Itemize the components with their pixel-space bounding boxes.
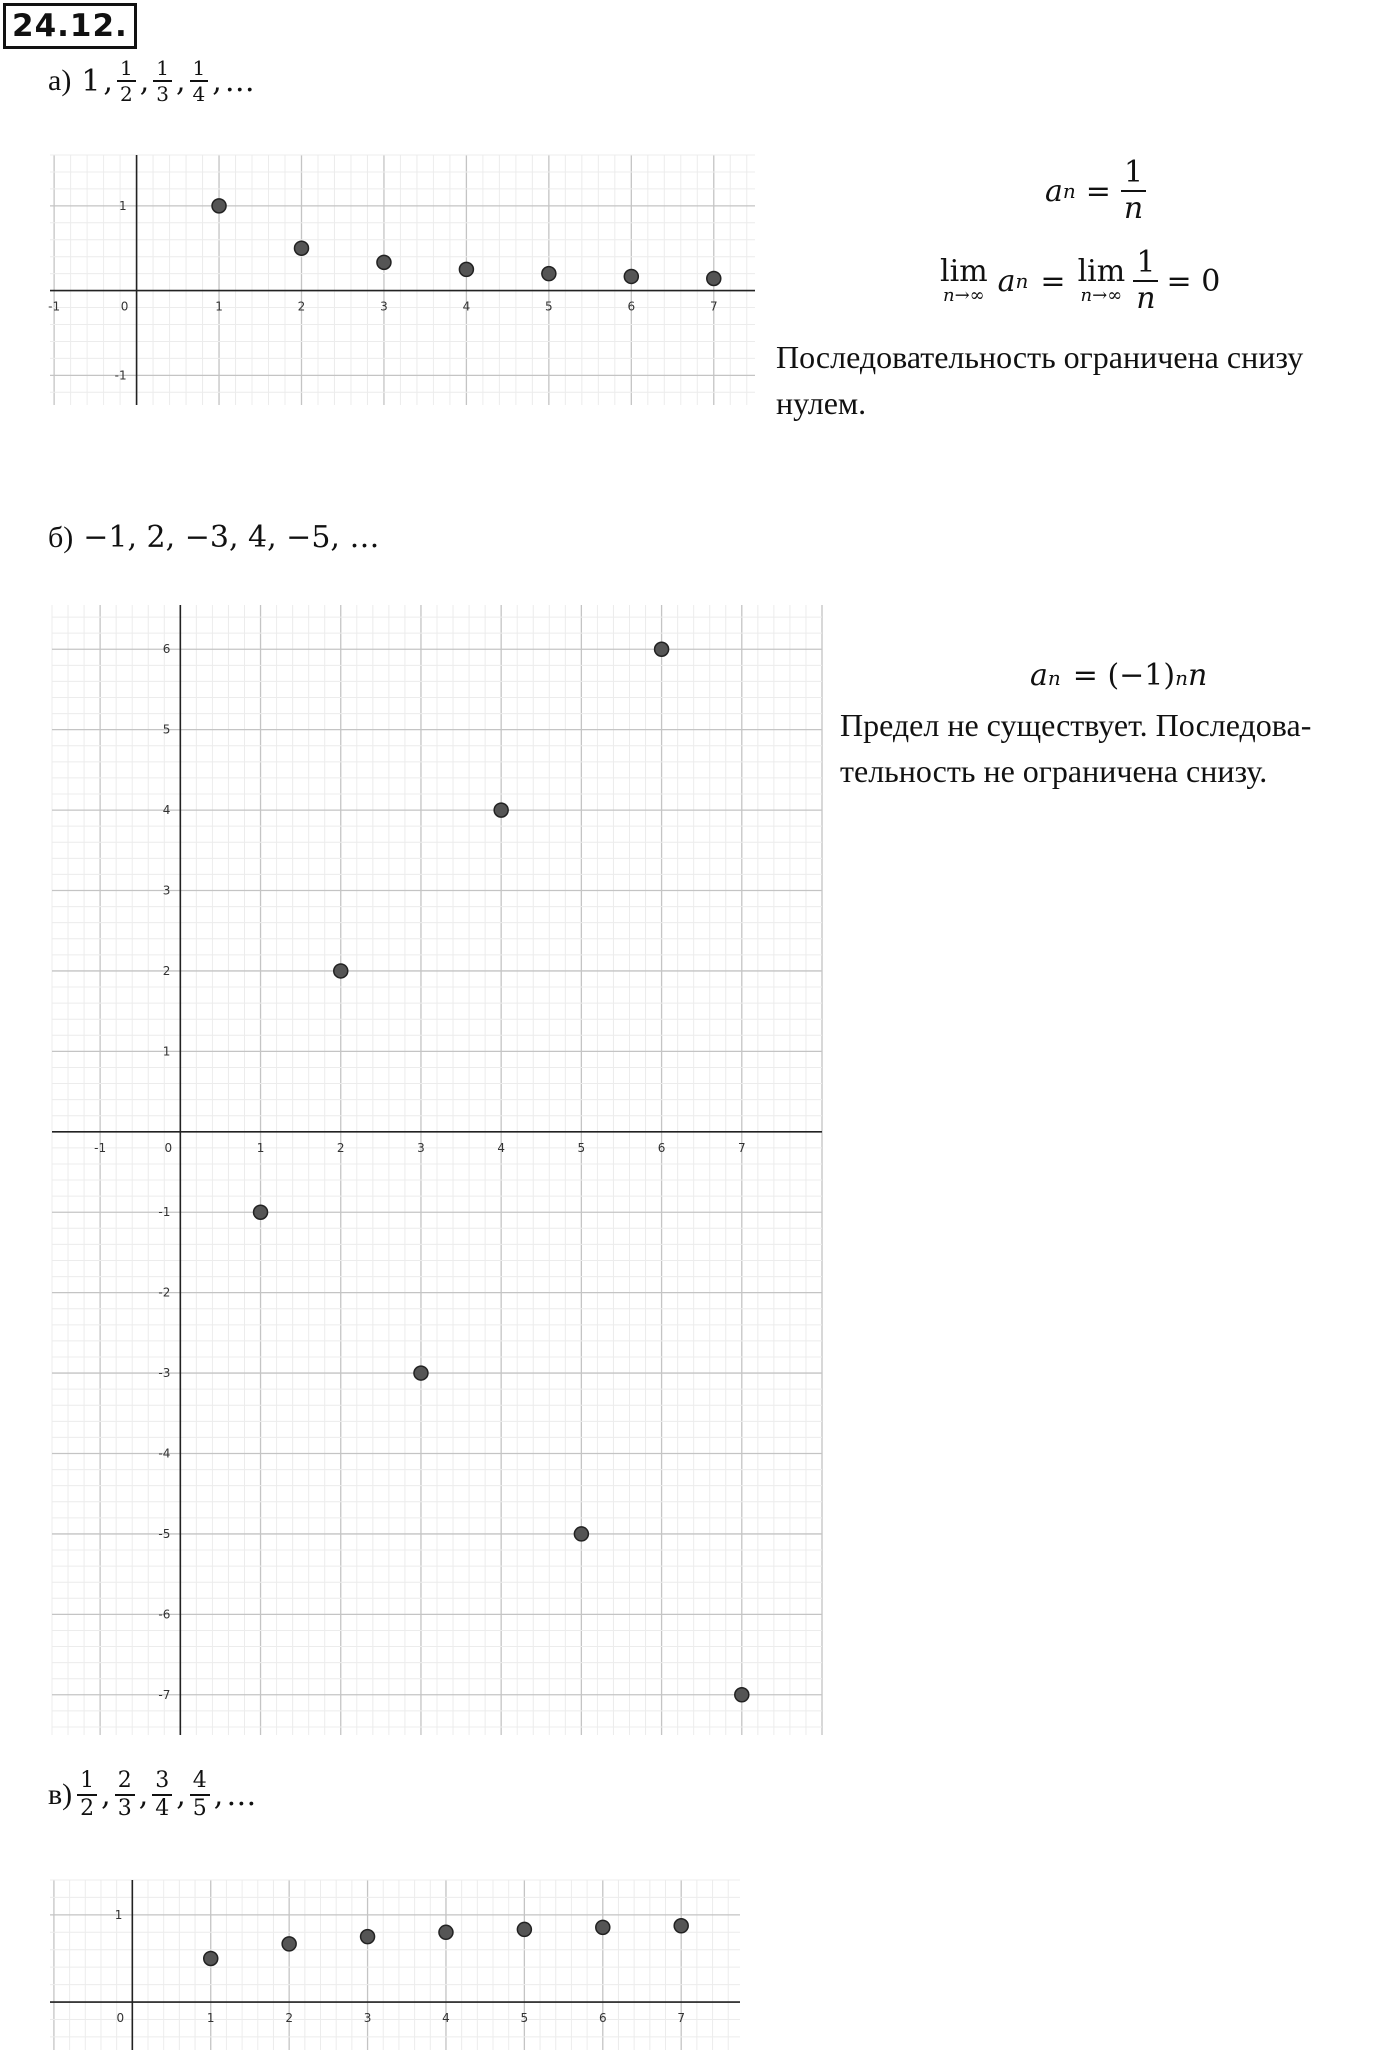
data-point xyxy=(674,1919,688,1933)
x-tick-label: 4 xyxy=(497,1140,505,1155)
y-tick-label: -2 xyxy=(158,1285,171,1300)
x-tick-label: 7 xyxy=(737,1140,746,1155)
seq-a-first: 1 xyxy=(81,63,101,99)
x-tick-label: 3 xyxy=(417,1140,425,1155)
y-tick-label: 5 xyxy=(162,722,171,737)
data-point xyxy=(707,271,721,285)
x-tick-label: 0 xyxy=(120,299,129,314)
seq-c-frac-3: $\frac{3}{4}$ xyxy=(152,1770,172,1820)
x-tick-label: 4 xyxy=(462,299,471,314)
formula-b: a n = (−1) n n xyxy=(1030,658,1208,693)
part-b-text-2: тельность не ограничена снизу. xyxy=(840,753,1268,789)
x-tick-label: 6 xyxy=(598,2011,607,2026)
data-point xyxy=(596,1920,610,1934)
seq-b-values: −1, 2, −3, 4, −5, … xyxy=(83,520,380,555)
x-tick-label: -1 xyxy=(48,299,61,314)
seq-a-ellipsis: … xyxy=(224,63,255,99)
chart-a xyxy=(50,155,755,405)
x-tick-label: 0 xyxy=(164,1140,173,1155)
formula-a-fraction: $\frac{1}{n}$ xyxy=(1121,158,1146,224)
chart-c xyxy=(50,1880,740,2050)
y-tick-label: 1 xyxy=(118,198,127,213)
y-tick-label: 4 xyxy=(162,803,171,818)
chart-b xyxy=(52,605,822,1735)
y-tick-label: 2 xyxy=(162,963,171,978)
x-tick-label: 2 xyxy=(285,2011,293,2026)
x-tick-label: 4 xyxy=(442,2011,450,2026)
x-tick-label: 0 xyxy=(116,2011,125,2026)
data-point xyxy=(542,267,556,281)
data-point xyxy=(574,1527,588,1541)
part-a-text-1: Последовательность ограничена снизу xyxy=(776,339,1304,375)
data-point xyxy=(735,1688,749,1702)
x-tick-label: 6 xyxy=(627,299,636,314)
part-b-label: б) xyxy=(48,520,74,554)
x-tick-label: 5 xyxy=(577,1140,586,1155)
part-c-label: в) xyxy=(48,1778,73,1811)
data-point xyxy=(624,269,638,283)
data-point xyxy=(414,1366,428,1380)
x-tick-label: 6 xyxy=(657,1140,666,1155)
y-tick-label: -1 xyxy=(158,1205,171,1220)
part-a-sequence: а) 1 , $\frac{1}{2}$ , $\frac{1}{3}$ , $\frac{1}{4}$ , … xyxy=(48,56,255,106)
y-tick-label: -7 xyxy=(158,1687,171,1702)
part-b-sequence xyxy=(48,520,379,555)
seq-a-frac-3: $\frac{1}{4}$ xyxy=(190,58,209,104)
x-tick-label: 1 xyxy=(256,1140,265,1155)
x-tick-label: 5 xyxy=(520,2011,529,2026)
seq-c-frac-4: $\frac{4}{5}$ xyxy=(190,1770,210,1820)
data-point xyxy=(334,964,348,978)
x-tick-label: 2 xyxy=(297,299,306,314)
x-tick-label: 1 xyxy=(215,299,223,314)
y-tick-label: 6 xyxy=(162,642,171,657)
data-point xyxy=(439,1925,453,1939)
y-tick-label: -6 xyxy=(158,1607,171,1622)
data-point xyxy=(459,262,473,276)
limit-a: lim n→∞ a n = lim n→∞ $\frac{1}{n}$ = 0 xyxy=(940,245,1221,316)
part-a-label: а) xyxy=(48,64,72,97)
data-point xyxy=(204,1951,218,1965)
y-tick-label: 1 xyxy=(162,1044,171,1059)
data-point xyxy=(377,255,391,269)
data-point xyxy=(294,241,308,255)
part-a-text-2: нулем. xyxy=(776,385,867,421)
seq-c-ellipsis: … xyxy=(226,1777,257,1813)
data-point xyxy=(655,642,669,656)
data-point xyxy=(212,199,226,213)
x-tick-label: 5 xyxy=(545,299,553,314)
x-tick-label: 3 xyxy=(380,299,388,314)
x-tick-label: 3 xyxy=(363,2011,372,2026)
y-tick-label: -4 xyxy=(158,1446,171,1461)
problem-number: 24.12. xyxy=(3,3,137,49)
data-point xyxy=(361,1930,375,1944)
data-point xyxy=(282,1937,296,1951)
y-tick-label: 1 xyxy=(114,1907,123,1922)
x-tick-label: 7 xyxy=(677,2011,686,2026)
part-b-text-1: Предел не существует. Последова- xyxy=(840,707,1312,743)
y-tick-label: -1 xyxy=(114,368,127,383)
data-point xyxy=(517,1922,531,1936)
seq-a-frac-2: $\frac{1}{3}$ xyxy=(153,58,172,104)
y-tick-label: -3 xyxy=(158,1366,171,1381)
seq-c-frac-1: $\frac{1}{2}$ xyxy=(77,1770,97,1820)
seq-c-frac-2: $\frac{2}{3}$ xyxy=(115,1770,135,1820)
x-tick-label: 2 xyxy=(336,1140,345,1155)
x-tick-label: 7 xyxy=(709,299,718,314)
data-point xyxy=(494,803,508,817)
x-tick-label: -1 xyxy=(94,1140,107,1155)
seq-a-frac-1: $\frac{1}{2}$ xyxy=(117,58,136,104)
x-tick-label: 1 xyxy=(206,2011,215,2026)
y-tick-label: -5 xyxy=(158,1526,171,1541)
data-point xyxy=(254,1205,268,1219)
formula-a: a n = $\frac{1}{n}$ xyxy=(1045,158,1146,224)
y-tick-label: 3 xyxy=(162,883,171,898)
part-c-sequence: в) $\frac{1}{2}$ , $\frac{2}{3}$ , $\frac{3}{4}$ , $\frac{4}{5}$ , … xyxy=(48,1768,257,1821)
